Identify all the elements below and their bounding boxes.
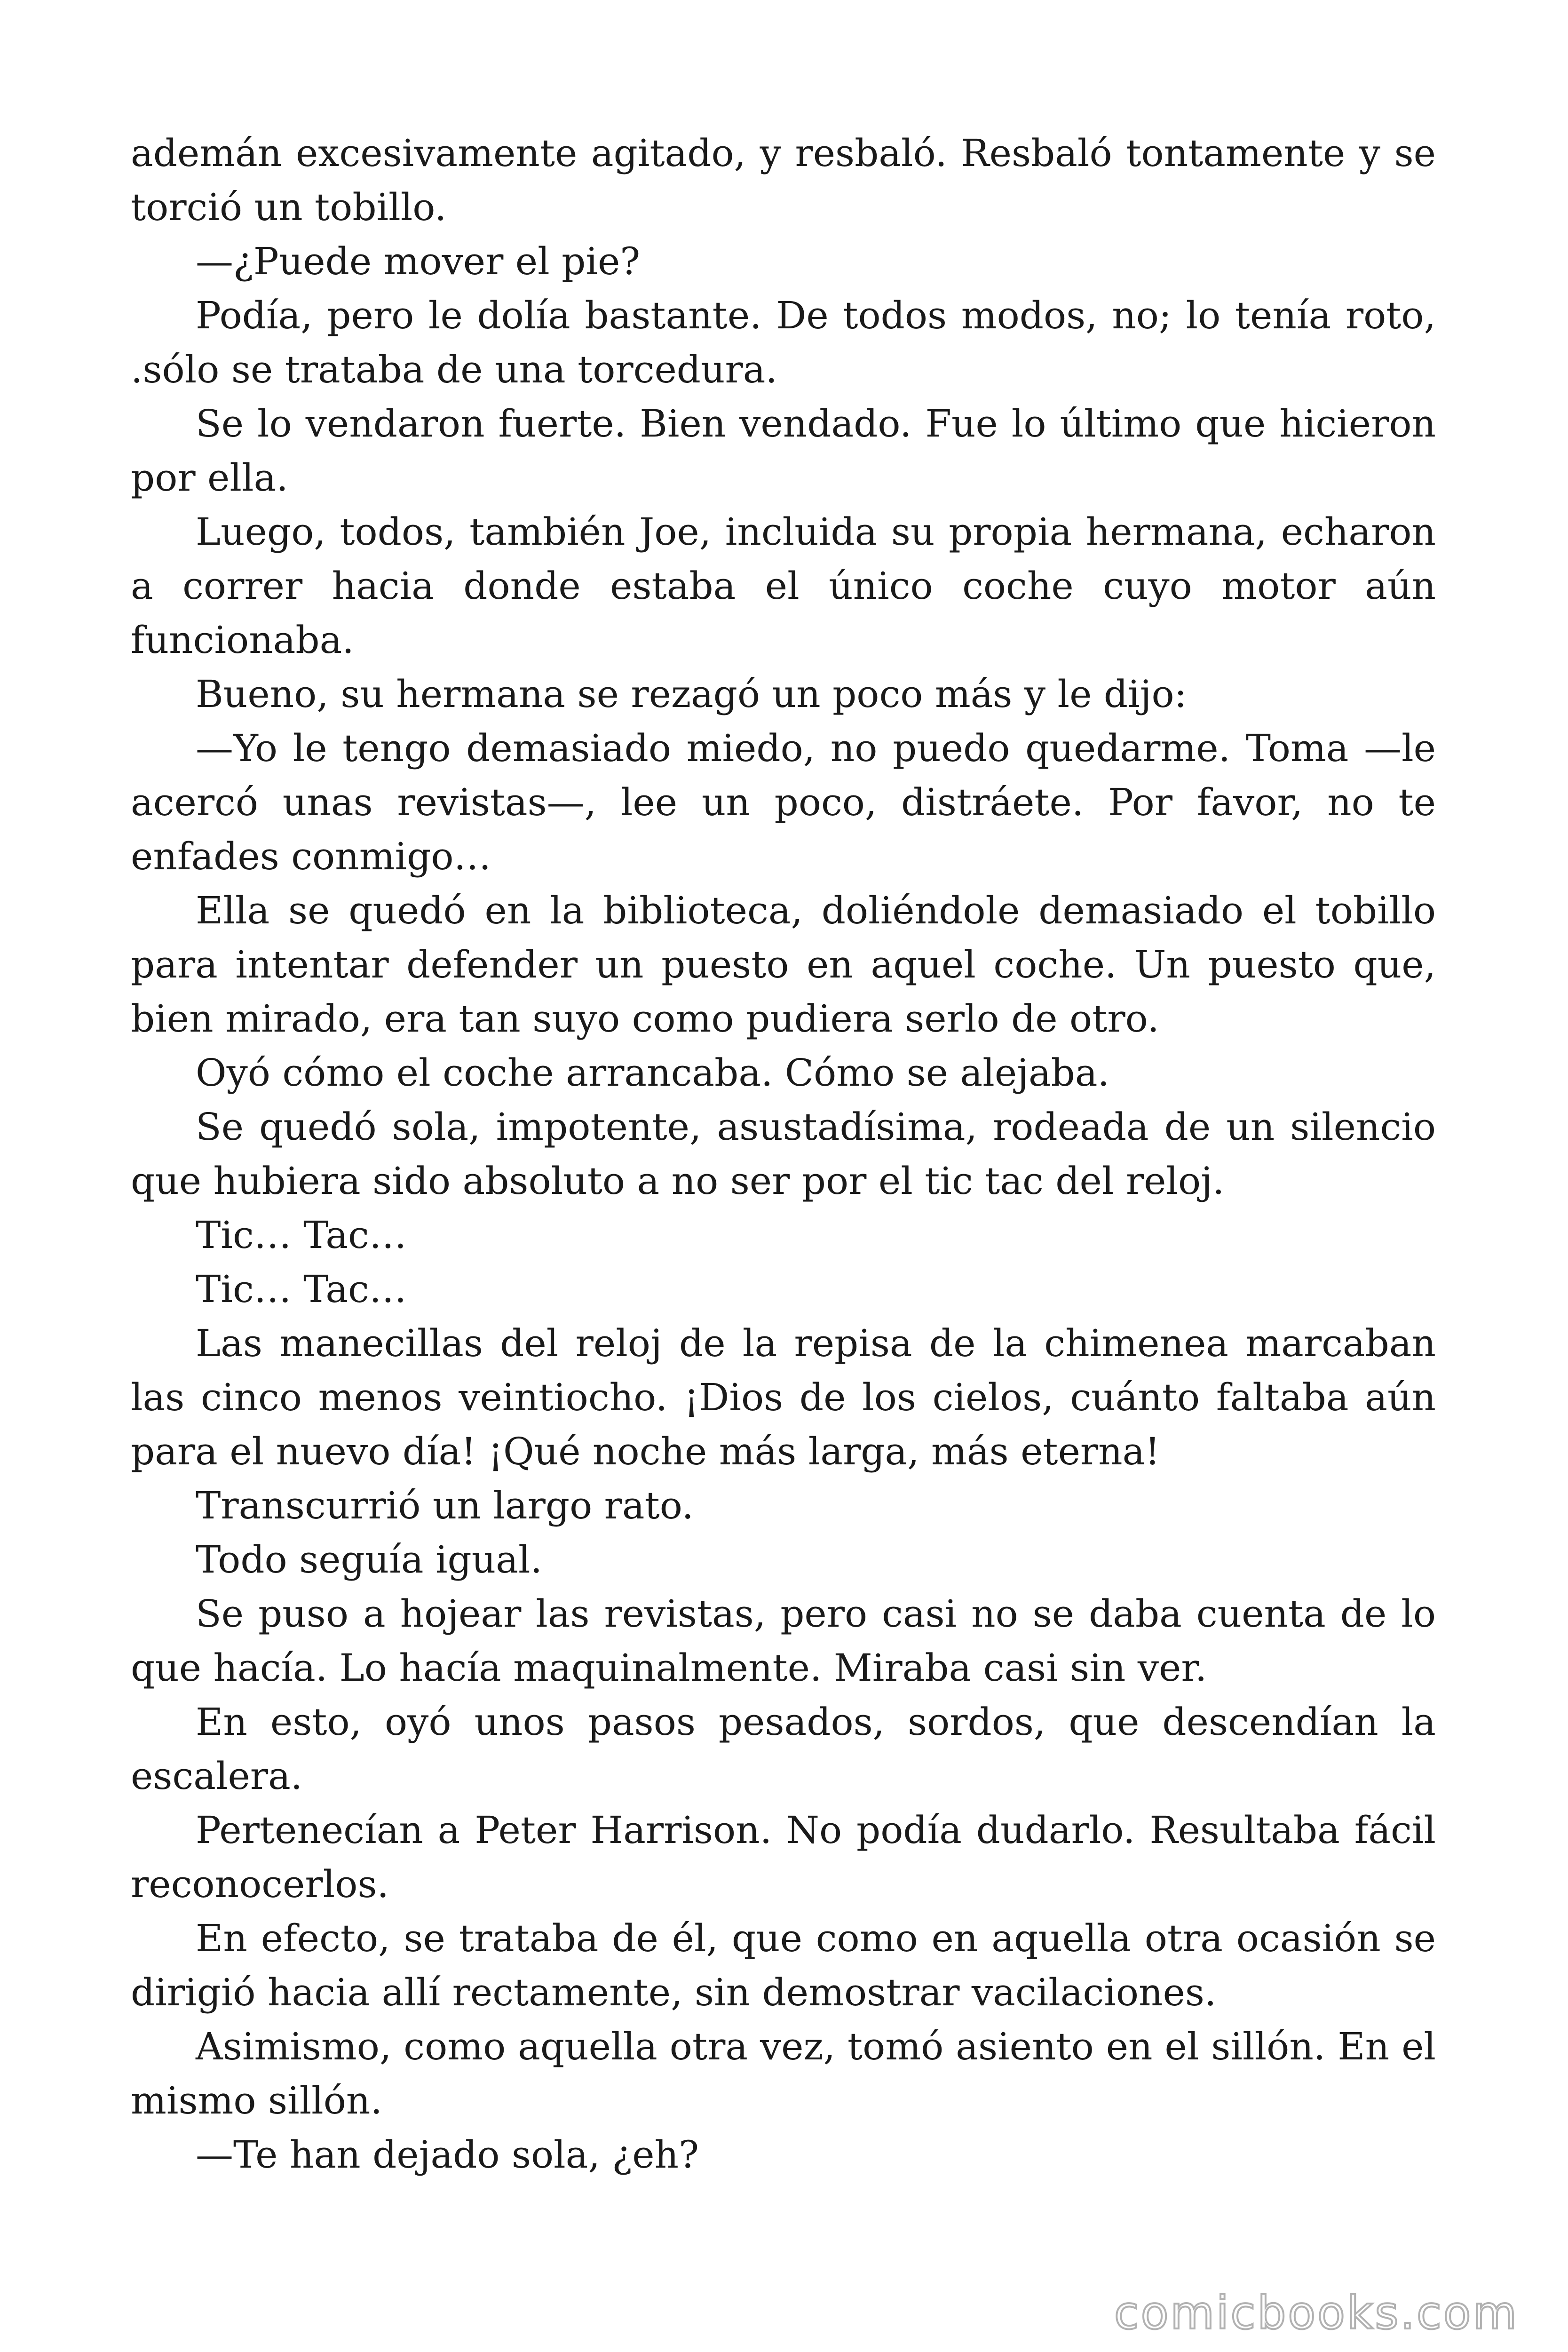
paragraph: Oyó cómo el coche arrancaba. Cómo se alejaba.: [196, 1051, 1110, 1095]
paragraph: En esto, oyó unos pasos pesados, sordos, que descendían la escalera.: [131, 1700, 1436, 1798]
paragraph: Tic… Tac…: [196, 1267, 407, 1311]
paragraph: Todo seguía igual.: [196, 1538, 542, 1581]
paragraph: Asimismo, como aquella otra vez, tomó asiento en el sillón. En el mismo sillón.: [131, 2025, 1436, 2122]
paragraph: Bueno, su hermana se rezagó un poco más y le dijo:: [196, 672, 1187, 716]
paragraph: Las manecillas del reloj de la repisa de la chimenea marcaban las cinco menos veintiocho. ¡Dios de los cielos, cuánto faltaba aún para el nuevo día! ¡Qué noche más larga, más eterna!: [131, 1321, 1436, 1473]
paragraph: Luego, todos, también Joe, incluida su propia hermana, echaron a correr hacia donde estaba el único coche cuyo motor aún funcionaba.: [131, 510, 1436, 662]
paragraph: Se puso a hojear las revistas, pero casi no se daba cuenta de lo que hacía. Lo hacía maquinalmente. Miraba casi sin ver.: [131, 1592, 1436, 1690]
paragraph: —¿Puede mover el pie?: [196, 239, 641, 283]
paragraph: En efecto, se trataba de él, que como en aquella otra ocasión se dirigió hacia allí rectamente, sin demostrar vacilaciones.: [131, 1916, 1436, 2014]
paragraph: Pertenecían a Peter Harrison. No podía dudarlo. Resultaba fácil reconocerlos.: [131, 1808, 1436, 1906]
paragraph: Se lo vendaron fuerte. Bien vendado. Fue lo último que hicieron por ella.: [131, 402, 1436, 500]
body-text: [131, 126, 1436, 2182]
paragraph: Tic… Tac…: [196, 1213, 407, 1257]
paragraph: ademán excesivamente agitado, y resbaló. Resbaló tontamente y se torció un tobillo.: [131, 131, 1436, 229]
paragraph: Transcurrió un largo rato.: [196, 1484, 694, 1527]
paragraph: —Te han dejado sola, ¿eh?: [196, 2133, 699, 2177]
paragraph: Ella se quedó en la biblioteca, doliéndole demasiado el tobillo para intentar defender un puesto en aquel coche. Un puesto que, bien mirado, era tan suyo como pudiera serlo de otro.: [131, 889, 1436, 1041]
paragraph: Se quedó sola, impotente, asustadísima, rodeada de un silencio que hubiera sido absoluto a no ser por el tic tac del reloj.: [131, 1105, 1436, 1203]
watermark: comicbooks.com: [1114, 2287, 1519, 2339]
paragraph: —Yo le tengo demasiado miedo, no puedo quedarme. Toma —le acercó unas revistas—, lee un poco, distráete. Por favor, no te enfades conmigo…: [131, 726, 1436, 878]
paragraph: Podía, pero le dolía bastante. De todos modos, no; lo tenía roto, .sólo se trataba de una torcedura.: [131, 294, 1436, 391]
